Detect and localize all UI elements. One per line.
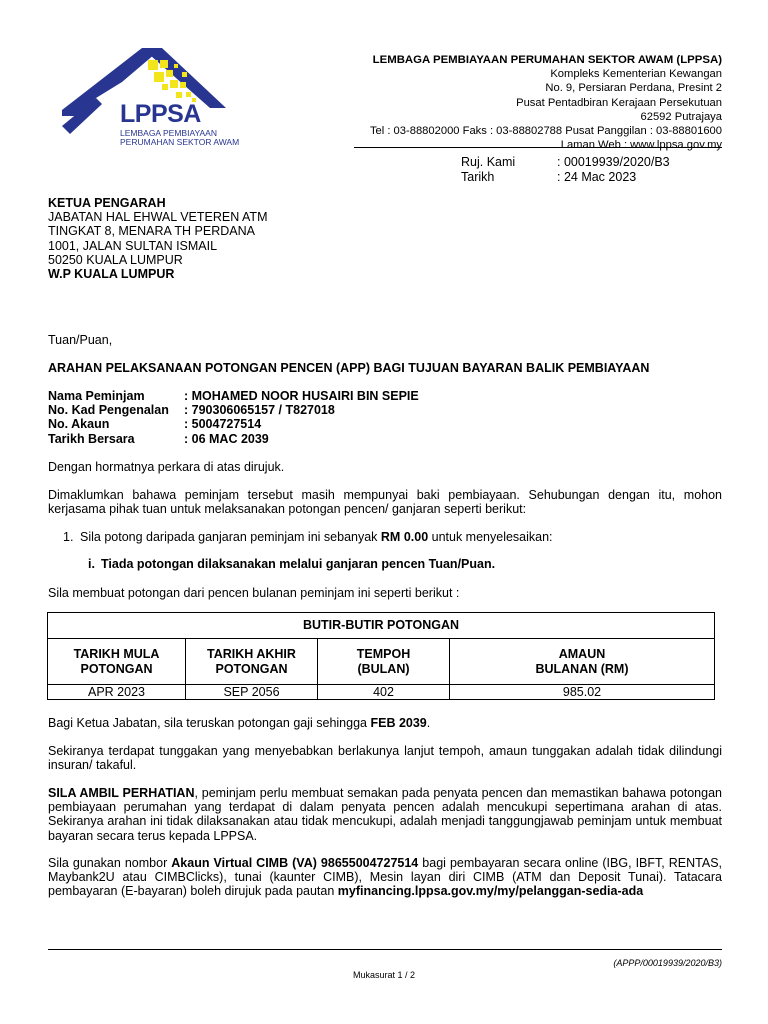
paragraph-4: Bagi Ketua Jabatan, sila teruskan potongan gaji sehingga FEB 2039.: [48, 716, 431, 730]
org-website: Laman Web : www.lppsa.gov.my: [560, 139, 722, 152]
recipient-address: [48, 196, 267, 281]
list-item-1i: [48, 557, 722, 571]
table-header-row: [48, 639, 715, 685]
list-item-1: [48, 530, 722, 544]
end-date-bold: FEB 2039: [370, 716, 427, 730]
ref-value: : 00019939/2020/B3: [557, 155, 670, 169]
org-contact: Tel : 03-88802000 Faks : 03-88802788 Pusat Panggilan : 03-88801600: [369, 125, 722, 138]
paragraph-1: Dengan hormatnya perkara di atas dirujuk.: [48, 460, 285, 474]
list-text-post: untuk menyelesaikan:: [428, 530, 553, 544]
table-title: BUTIR-BUTIR POTONGAN: [48, 613, 715, 639]
paragraph-2: Dimaklumkan bahawa peminjam tersebut masih mempunyai baki pembiayaan. Sehubungan dengan itu, mohon kerjasama pihak tuan untuk melaksanakan potongan pencen/ ganjaran seperti berikut:: [48, 488, 722, 517]
info-key: No. Kad Pengenalan: [48, 403, 169, 418]
org-address-1: Kompleks Kementerian Kewangan: [550, 68, 722, 81]
header-end-date: TARIKH AKHIR POTONGAN: [186, 639, 318, 685]
header-period: TEMPOH (BULAN): [318, 639, 450, 685]
footer-divider: [48, 949, 722, 950]
header-amount: AMAUN BULANAN (RM): [450, 639, 715, 685]
org-name: LEMBAGA PEMBIAYAAN PERUMAHAN SEKTOR AWAM (LPPSA): [372, 54, 722, 66]
org-address-2: No. 9, Persiaran Perdana, Presint 2: [545, 82, 722, 95]
org-address-3: Pusat Pentadbiran Kerajaan Persekutuan: [516, 96, 722, 109]
lppsa-logo: [62, 38, 240, 148]
info-key: Nama Peminjam: [48, 389, 145, 403]
payment-link[interactable]: myfinancing.lppsa.gov.my/my/pelanggan-sedia-ada: [337, 884, 644, 899]
cell-start-date: APR 2023: [48, 685, 186, 700]
info-key: Tarikh Bersara: [48, 431, 135, 446]
ref-label: Ruj. Kami: [461, 155, 516, 169]
info-key: No. Akaun: [48, 417, 110, 432]
cell-end-date: SEP 2056: [186, 685, 318, 700]
footer-reference: (APPP/00019939/2020/B3): [613, 958, 722, 968]
info-value: : MOHAMED NOOR HUSAIRI BIN SEPIE: [184, 389, 419, 403]
page-number: Mukasurat 1 / 2: [352, 970, 416, 980]
recipient-line-1: JABATAN HAL EHWAL VETEREN ATM: [48, 210, 268, 225]
recipient-line-4: 50250 KUALA LUMPUR: [48, 252, 183, 267]
sublist-number: i.: [88, 557, 95, 571]
paragraph-6: SILA AMBIL PERHATIAN, peminjam perlu membuat semakan pada penyata pencen dan memastikan bahawa potongan pembiayaan perumahan yang terdapat di dalam penyata pencen adalah mencukupi sepertimana arahan di atas. Sekiranya arahan ini tidak dilaksanakan atau tidak mencukupi, adalah menjadi tanggungjawab peminjam untuk membuat bayaran secara terus kepada LPPSA.: [48, 786, 722, 843]
org-header: [370, 53, 722, 152]
deduction-amount: RM 0.00: [380, 530, 429, 544]
logo-subtitle-2: PERUMAHAN SEKTOR AWAM: [120, 137, 240, 147]
recipient-line-5: W.P KUALA LUMPUR: [48, 267, 175, 282]
list-number: 1.: [63, 530, 74, 544]
info-value: : 790306065157 / T827018: [184, 403, 335, 418]
logo-subtitle-1: LEMBAGA PEMBIAYAAN: [120, 128, 217, 138]
reference-block: [461, 155, 670, 184]
cell-period: 402: [318, 685, 450, 700]
salutation: Tuan/Puan,: [48, 333, 113, 347]
date-value: : 24 Mac 2023: [557, 169, 637, 184]
paragraph-7: Sila gunakan nombor Akaun Virtual CIMB (VA) 98655004727514 bagi pembayaran secara online (IBG, IBFT, RENTAS, Maybank2U atau CIMBClicks), tunai (kaunter CIMB), Mesin layan diri CIMB (ATM dan Deposit Tunai). Tatacara pembayaran (E-bayaran) boleh dirujuk pada pautan myfinancing.lppsa.gov.my/my/pelanggan-sedia-ada: [48, 856, 723, 899]
letter-subject: ARAHAN PELAKSANAAN POTONGAN PENCEN (APP) BAGI TUJUAN BAYARAN BALIK PEMBIAYAAN: [48, 361, 650, 375]
header-start-date: TARIKH MULA POTONGAN: [48, 639, 186, 685]
deduction-table: [47, 612, 715, 700]
logo-wordmark: LPPSA: [120, 100, 201, 128]
paragraph-3: Sila membuat potongan dari pencen bulanan peminjam ini seperti berikut :: [48, 586, 460, 600]
attention-label: SILA AMBIL PERHATIAN: [48, 786, 195, 800]
sublist-text: Tiada potongan dilaksanakan melalui ganjaran pencen Tuan/Puan.: [101, 557, 496, 571]
recipient-line-2: TINGKAT 8, MENARA TH PERDANA: [48, 224, 255, 239]
list-text-pre: Sila potong daripada ganjaran peminjam ini sebanyak: [80, 530, 381, 544]
header-divider: [354, 147, 722, 148]
recipient-line-3: 1001, JALAN SULTAN ISMAIL: [48, 238, 218, 253]
info-value: : 5004727514: [184, 417, 262, 432]
recipient-title: KETUA PENGARAH: [48, 196, 166, 210]
org-address-4: 62592 Putrajaya: [640, 110, 722, 123]
paragraph-5: Sekiranya terdapat tunggakan yang menyebabkan berlakunya lanjut tempoh, amaun tunggakan adalah tidak dilindungi insuran/ takaful.: [48, 744, 722, 773]
table-row: [48, 685, 715, 700]
date-label: Tarikh: [461, 169, 495, 184]
virtual-account: Akaun Virtual CIMB (VA) 98655004727514: [171, 856, 419, 870]
cell-amount: 985.02: [450, 685, 715, 700]
info-value: : 06 MAC 2039: [184, 431, 269, 446]
borrower-info: [48, 389, 419, 446]
